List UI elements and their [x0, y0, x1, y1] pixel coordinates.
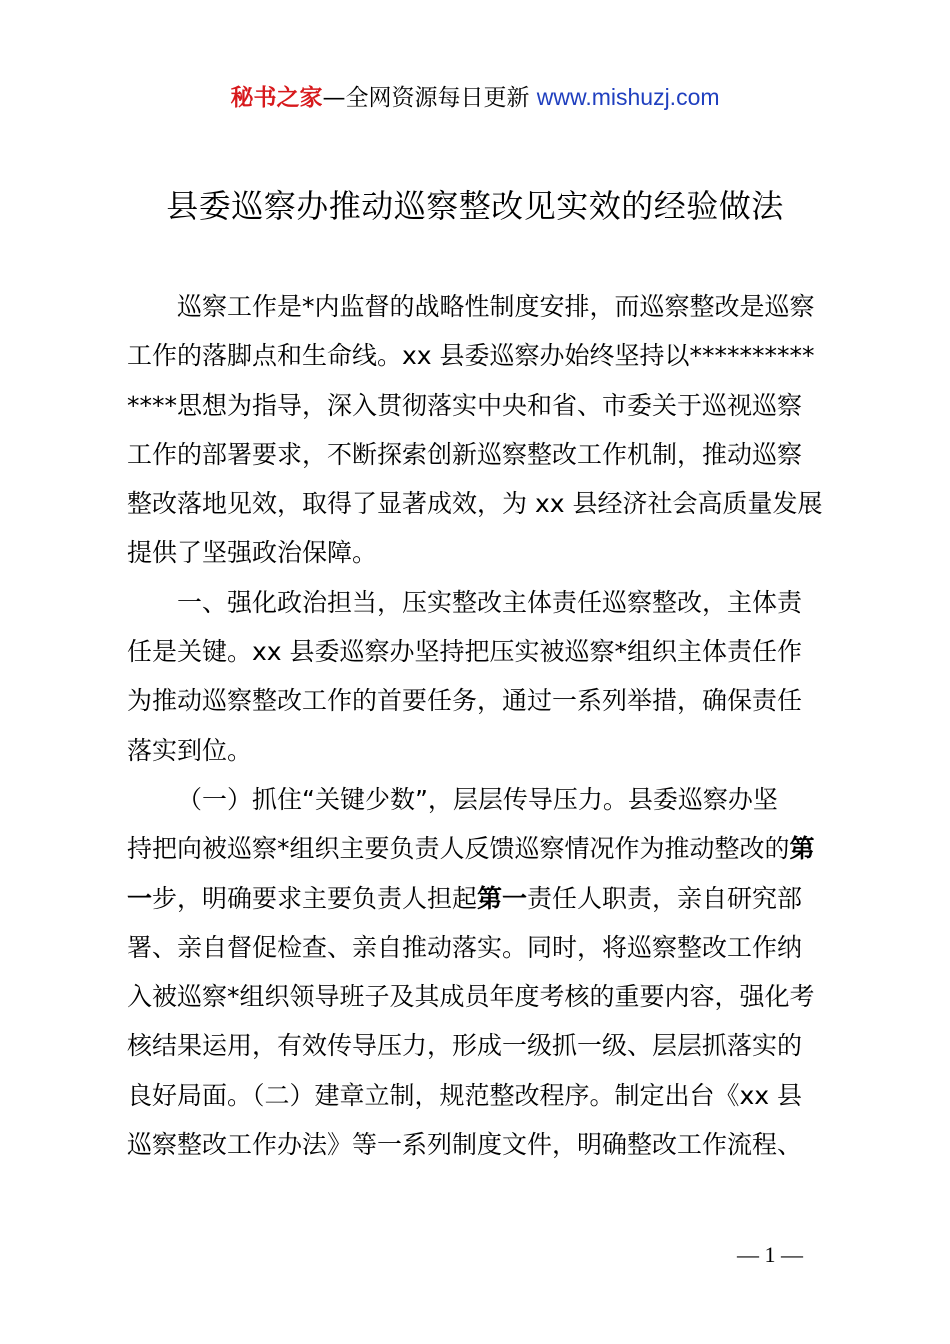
body-line: （一）抓住“关键少数”，层层传导压力。县委巡察办坚 — [177, 784, 778, 814]
body-line: 良好局面。（二）建章立制，规范整改程序。制定出台《xx 县 — [127, 1080, 803, 1110]
body-line: 一、强化政治担当，压实整改主体责任巡察整改，主体责 — [177, 587, 803, 617]
body-text-run: 责任人职责，亲自研究部 — [527, 883, 803, 913]
body-line: 落实到位。 — [127, 735, 253, 765]
document-title: 县委巡察办推动巡察整改见实效的经验做法 — [166, 187, 784, 225]
body-line: 巡察整改工作办法》等一系列制度文件，明确整改工作流程、 — [127, 1130, 803, 1160]
body-line: 任是关键。xx 县委巡察办坚持把压实被巡察*组织主体责任作 — [127, 637, 803, 667]
body-text-run: 持把向被巡察*组织主要负责人反馈巡察情况作为推动整改的 — [127, 834, 790, 864]
body-line: 署、亲自督促检查、亲自推动落实。同时，将巡察整改工作纳 — [127, 932, 803, 962]
site-header — [0, 82, 950, 113]
bold-text-run: 一 — [127, 883, 153, 913]
site-url[interactable]: www.mishuzj.com — [536, 84, 720, 110]
body-line: 为推动巡察整改工作的首要任务，通过一系列举措，确保责任 — [127, 686, 803, 716]
body-line: ****思想为指导，深入贯彻落实中央和省、市委关于巡视巡察 — [127, 390, 803, 420]
bold-text-run: 第 — [789, 834, 815, 864]
page-number: — 1 — — [737, 1242, 803, 1267]
body-line — [127, 824, 837, 873]
document-body — [127, 282, 837, 1169]
body-text-run: 步，明确要求主要负责人担起 — [152, 883, 478, 913]
site-tagline: —全网资源每日更新 — [322, 85, 537, 111]
bold-text-run: 第一 — [477, 883, 528, 913]
body-line: 入被巡察*组织领导班子及其成员年度考核的重要内容，强化考 — [127, 982, 815, 1012]
brand-name: 秘书之家 — [230, 85, 323, 111]
body-line — [127, 874, 837, 923]
body-line: 提供了坚强政治保障。 — [127, 538, 378, 568]
body-line: 核结果运用，有效传导压力，形成一级抓一级、层层抓落实的 — [127, 1031, 803, 1061]
body-line: 工作的落脚点和生命线。xx 县委巡察办始终坚持以********** — [127, 341, 815, 371]
body-line: 工作的部署要求，不断探索创新巡察整改工作机制，推动巡察 — [127, 439, 803, 469]
body-line: 整改落地见效，取得了显著成效，为 xx 县经济社会高质量发展 — [127, 489, 823, 519]
body-line: 巡察工作是*内监督的战略性制度安排，而巡察整改是巡察 — [177, 292, 815, 321]
